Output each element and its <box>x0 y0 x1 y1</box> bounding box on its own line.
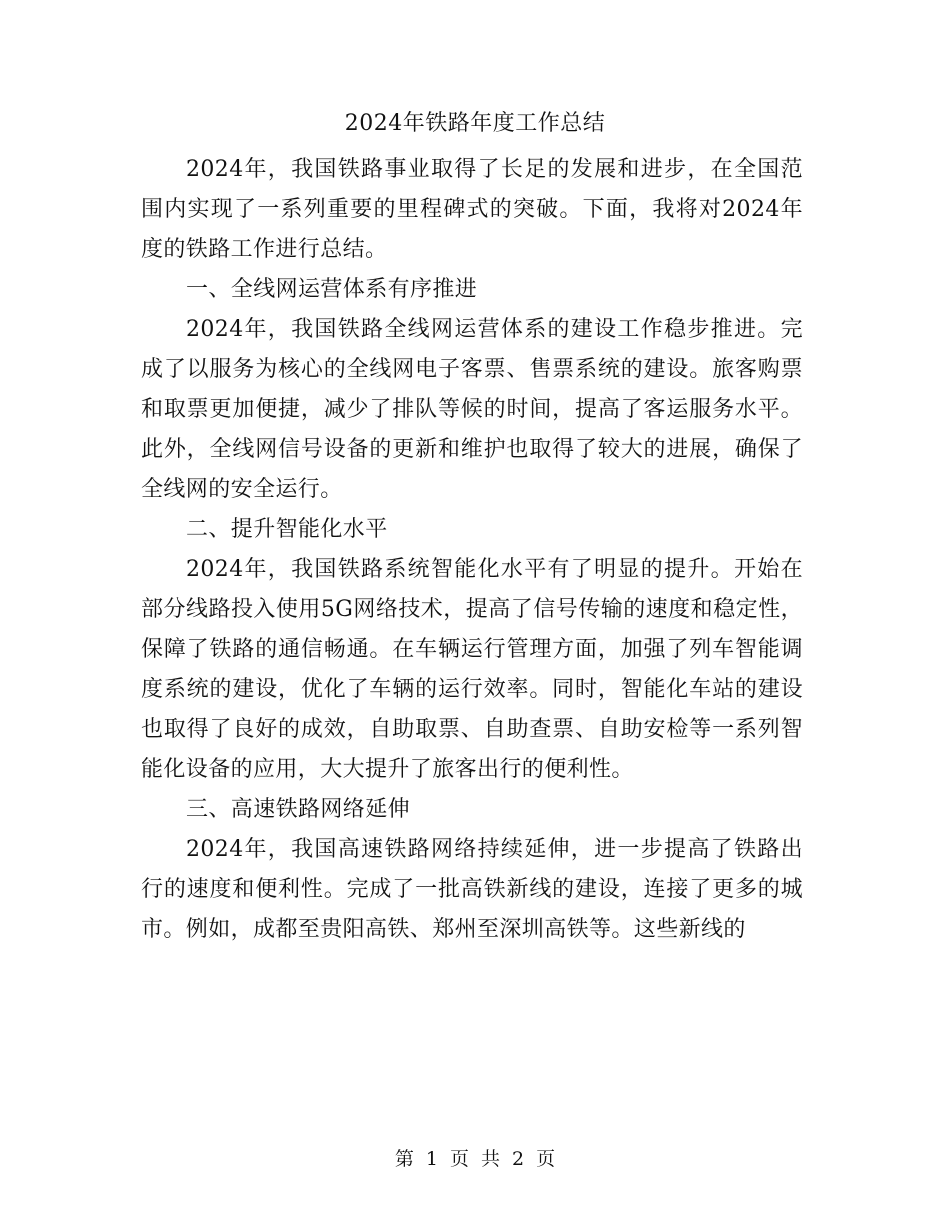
section-3-paragraph: 2024年，我国高速铁路网络持续延伸，进一步提高了铁路出行的速度和便利性。完成了一批高铁新线的建设，连接了更多的城市。例如，成都至贵阳高铁、郑州至深圳高铁等。这些新线的 <box>141 837 803 942</box>
page-number-footer: 第 1 页 共 2 页 <box>394 1148 556 1170</box>
document-body <box>141 150 803 950</box>
section-1-paragraph: 2024年，我国铁路全线网运营体系的建设工作稳步推进。完成了以服务为核心的全线网电子客票、售票系统的建设。旅客购票和取票更加便捷，减少了排队等候的时间，提高了客运服务水平。此外，全线网信号设备的更新和维护也取得了较大的进展，确保了全线网的安全运行。 <box>141 317 803 502</box>
section-2-paragraph: 2024年，我国铁路系统智能化水平有了明显的提升。开始在部分线路投入使用5G网络技术，提高了信号传输的速度和稳定性，保障了铁路的通信畅通。在车辆运行管理方面，加强了列车智能调度系统的建设，优化了车辆的运行效率。同时，智能化车站的建设也取得了良好的成效，自助取票、自助查票、自助安检等一系列智能化设备的应用，大大提升了旅客出行的便利性。 <box>141 557 803 782</box>
section-heading-2: 二、提升智能化水平 <box>186 517 388 542</box>
document-title: 2024年铁路年度工作总结 <box>344 111 606 136</box>
section-heading-1: 一、全线网运营体系有序推进 <box>186 277 478 302</box>
section-heading-3: 三、高速铁路网络延伸 <box>186 797 411 822</box>
intro-paragraph: 2024年，我国铁路事业取得了长足的发展和进步，在全国范围内实现了一系列重要的里程碑式的突破。下面，我将对2024年度的铁路工作进行总结。 <box>141 157 803 262</box>
